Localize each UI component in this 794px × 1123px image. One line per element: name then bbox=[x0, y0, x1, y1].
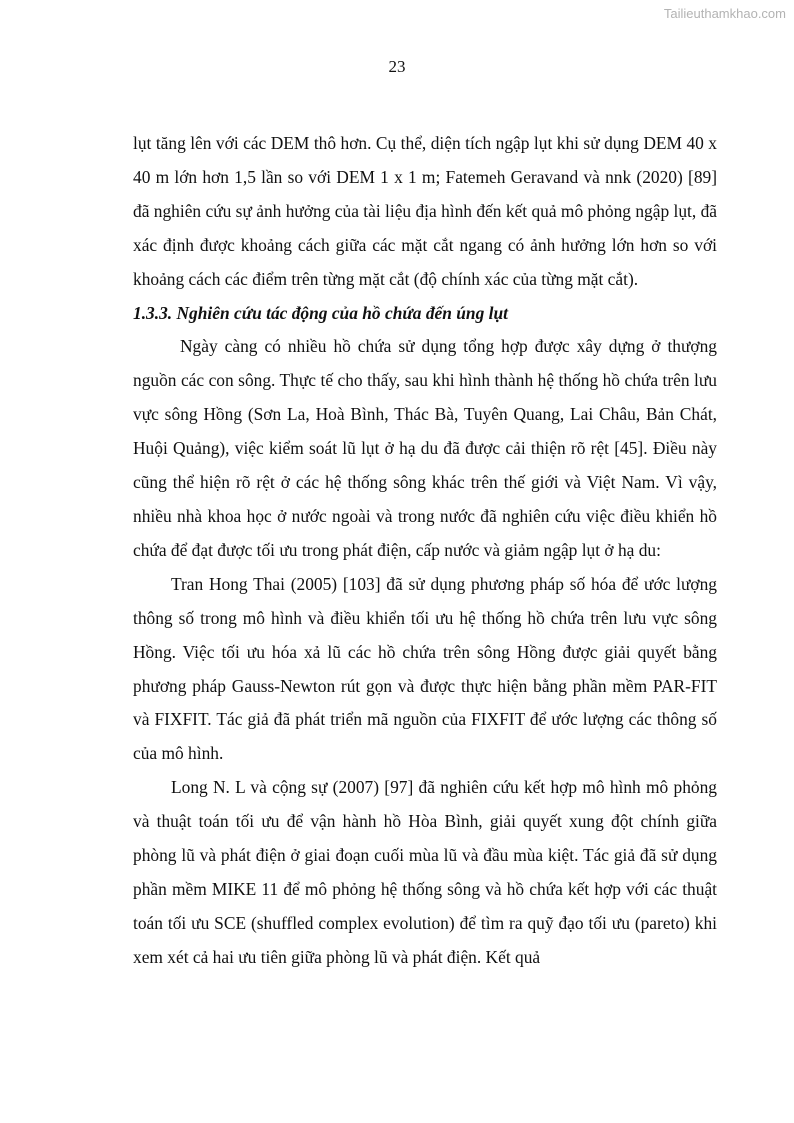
page-number: 23 bbox=[388, 57, 406, 76]
paragraph-continuation: lụt tăng lên với các DEM thô hơn. Cụ thể, diện tích ngập lụt khi sử dụng DEM 40 x 40 m lớn hơn 1,5 lần so với DEM 1 x 1 m; Fatemeh Geravand và nnk (2020) [89] đã nghiên cứu sự ảnh hưởng của tài liệu địa hình đến kết quả mô phỏng ngập lụt, đã xác định được khoảng cách giữa các mặt cắt ngang có ảnh hưởng lớn hơn so với khoảng cách các điểm trên từng mặt cắt (độ chính xác của từng mặt cắt). bbox=[133, 133, 717, 289]
document-body bbox=[133, 127, 717, 975]
watermark: Tailieuthamkhao.com bbox=[663, 6, 786, 21]
paragraph-intro: Ngày càng có nhiều hồ chứa sử dụng tổng hợp được xây dựng ở thượng nguồn các con sông. Thực tế cho thấy, sau khi hình thành hệ thống hồ chứa trên lưu vực sông Hồng (Sơn La, Hoà Bình, Thác Bà, Tuyên Quang, Lai Châu, Bản Chát, Huội Quảng), việc kiểm soát lũ lụt ở hạ du đã được cải thiện rõ rệt [45]. Điều này cũng thể hiện rõ rệt ở các hệ thống sông khác trên thế giới và Việt Nam. Vì vậy, nhiều nhà khoa học ở nước ngoài và trong nước đã nghiên cứu việc điều khiển hồ chứa để đạt được tối ưu trong phát điện, cấp nước và giảm ngập lụt ở hạ du: bbox=[133, 336, 717, 560]
paragraph-tran-hong-thai: Tran Hong Thai (2005) [103] đã sử dụng phương pháp số hóa để ước lượng thông số trong mô hình và điều khiển tối ưu hệ thống hồ chứa trên lưu vực sông Hồng. Việc tối ưu hóa xả lũ các hồ chứa trên sông Hồng được giải quyết bằng phương pháp Gauss-Newton rút gọn và được thực hiện bằng phần mềm PAR-FIT và FIXFIT. Tác giả đã phát triển mã nguồn của FIXFIT để ước lượng các thông số của mô hình. bbox=[133, 573, 717, 764]
section-heading: 1.3.3. Nghiên cứu tác động của hồ chứa đến úng lụt bbox=[133, 302, 508, 323]
paragraph-long-nl: Long N. L và cộng sự (2007) [97] đã nghiên cứu kết hợp mô hình mô phỏng và thuật toán tối ưu để vận hành hồ Hòa Bình, giải quyết xung đột chính giữa phòng lũ và phát điện ở giai đoạn cuối mùa lũ và đầu mùa kiệt. Tác giả đã sử dụng phần mềm MIKE 11 để mô phỏng hệ thống sông và hồ chứa kết hợp với các thuật toán tối ưu SCE (shuffled complex evolution) để tìm ra quỹ đạo tối ưu (pareto) khi xem xét cả hai ưu tiên giữa phòng lũ và phát điện. Kết quả bbox=[133, 777, 717, 967]
